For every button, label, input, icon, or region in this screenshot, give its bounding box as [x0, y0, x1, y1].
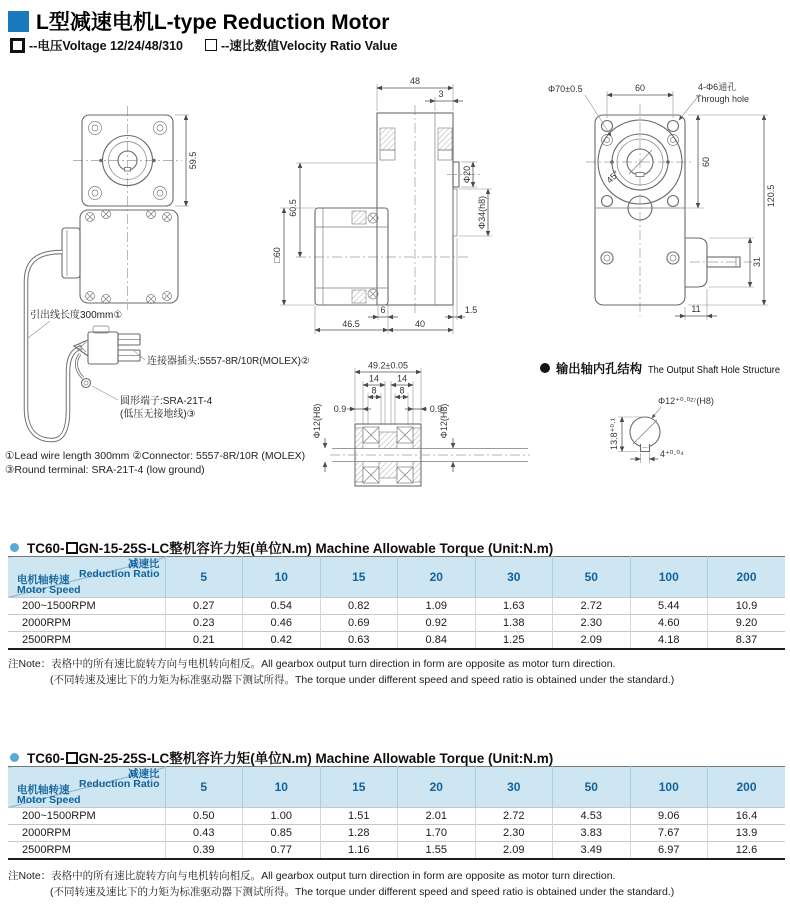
- dim-8-right: 8: [399, 385, 405, 396]
- dim-1-5: 1.5: [464, 305, 478, 315]
- torque-cell: 1.63: [475, 598, 553, 615]
- torque-table-2: [8, 766, 785, 860]
- table2-note: [8, 868, 674, 900]
- front-view-drawing: [26, 106, 310, 440]
- legend-voltage-label: --电压Voltage 12/24/48/310: [29, 39, 184, 53]
- torque-cell: 1.55: [398, 842, 476, 860]
- corner-reduction-ratio: 减速比 Reduction Ratio: [79, 768, 160, 790]
- table2-title-text: TC60- GN-25-25S-LC整机容许力矩(单位N.m) Machine Allowable Torque (Unit:N.m): [27, 751, 554, 766]
- dim-60-top: 60: [634, 83, 646, 93]
- dim-6: 6: [380, 305, 386, 315]
- torque-cell: 1.28: [320, 825, 398, 842]
- dim-40: 40: [414, 319, 426, 329]
- bullet-icon: [10, 753, 19, 762]
- page-title: L型减速电机L-type Reduction Motor: [36, 11, 390, 34]
- table-row: [8, 632, 785, 650]
- ratio-header: 10: [243, 557, 321, 598]
- connector-label: 连接器插头:5557-8R/10R(MOLEX)②: [147, 356, 310, 367]
- torque-cell: 0.46: [243, 615, 321, 632]
- terminal-label-1: 圆形端子:SRA-21T-4: [120, 396, 213, 407]
- section-bullet-icon: [540, 363, 550, 373]
- torque-cell: 4.53: [553, 808, 631, 825]
- blue-square-icon: [8, 11, 29, 32]
- molex-plug: [74, 326, 140, 364]
- ratio-header: 20: [398, 767, 476, 808]
- torque-cell: 0.50: [165, 808, 243, 825]
- torque-cell: 2.09: [553, 632, 631, 650]
- lead-wire-label: 引出线长度300mm①: [30, 310, 123, 321]
- side-view-drawing: [272, 76, 492, 334]
- ratio-header: 100: [630, 767, 708, 808]
- technical-drawings: [0, 60, 790, 505]
- legend-ratio-label: --速比数值Velocity Ratio Value: [221, 39, 398, 53]
- drawing-footnote-1: ①Lead wire length 300mm ②Connector: 5557-8R/10R (MOLEX): [5, 450, 306, 462]
- torque-cell: 6.97: [630, 842, 708, 860]
- torque-cell: 2.72: [553, 598, 631, 615]
- speed-cell: 2500RPM: [8, 842, 165, 860]
- torque-cell: 0.43: [165, 825, 243, 842]
- torque-cell: 1.16: [320, 842, 398, 860]
- dim-14-right: 14: [396, 373, 408, 384]
- shaft-hole-title-zh: 输出轴内孔结构: [556, 362, 644, 376]
- corner-reduction-ratio: 减速比 Reduction Ratio: [79, 558, 160, 580]
- ratio-header: 200: [708, 557, 786, 598]
- speed-cell: 2500RPM: [8, 632, 165, 650]
- torque-cell: 2.30: [475, 825, 553, 842]
- drawing-footnote-2: ③Round terminal: SRA-21T-4 (low ground): [5, 464, 205, 476]
- torque-cell: 0.21: [165, 632, 243, 650]
- table-row: [8, 842, 785, 860]
- torque-cell: 4.18: [630, 632, 708, 650]
- table1-title-text: TC60- GN-15-25S-LC整机容许力矩(单位N.m) Machine Allowable Torque (Unit:N.m): [27, 541, 554, 556]
- dim-4: 4⁺⁰·⁰⁴: [660, 449, 684, 459]
- legend: [10, 36, 397, 54]
- table1-corner-cell: [8, 557, 165, 598]
- corner-motor-speed: 电机轴转速 Motor Speed: [17, 784, 81, 806]
- note-line-2: (不同转速及速比下的力矩为标准驱动器下测试所得。The torque under different speed and speed ratio is obtained under the standard.): [50, 674, 675, 686]
- dim-48: 48: [409, 76, 421, 86]
- dim-phi12-left: Φ12(H8): [312, 403, 322, 439]
- ratio-header: 15: [320, 767, 398, 808]
- table1-note: [8, 656, 674, 688]
- torque-cell: 3.83: [553, 825, 631, 842]
- torque-cell: 0.23: [165, 615, 243, 632]
- torque-cell: 13.9: [708, 825, 786, 842]
- note-line-2: (不同转速及速比下的力矩为标准驱动器下测试所得。The torque under different speed and speed ratio is obtained under the standard.): [50, 886, 675, 898]
- dim-59-5: 59.5: [188, 151, 198, 170]
- table2-header-row: [8, 767, 785, 808]
- ratio-header: 5: [165, 557, 243, 598]
- torque-cell: 0.39: [165, 842, 243, 860]
- table2-title: [10, 747, 553, 767]
- table-row: [8, 825, 785, 842]
- ratio-header: 20: [398, 557, 476, 598]
- torque-cell: 3.49: [553, 842, 631, 860]
- torque-cell: 0.82: [320, 598, 398, 615]
- page-header: [8, 6, 389, 36]
- torque-cell: 1.38: [475, 615, 553, 632]
- ratio-square-icon: [205, 39, 217, 51]
- ratio-header: 10: [243, 767, 321, 808]
- torque-cell: 1.00: [243, 808, 321, 825]
- torque-cell: 8.37: [708, 632, 786, 650]
- dim-phi70: Φ70±0.5: [548, 84, 583, 94]
- ratio-header: 15: [320, 557, 398, 598]
- table-row: [8, 598, 785, 615]
- ratio-header: 50: [553, 557, 631, 598]
- corner-motor-speed: 电机轴转速 Motor Speed: [17, 574, 81, 596]
- ratio-header: 5: [165, 767, 243, 808]
- torque-cell: 1.25: [475, 632, 553, 650]
- torque-cell: 2.09: [475, 842, 553, 860]
- dim-60-right: 60: [701, 156, 711, 168]
- terminal-label-2: (低压无接地线)③: [120, 409, 196, 420]
- ratio-header: 30: [475, 767, 553, 808]
- torque-cell: 0.85: [243, 825, 321, 842]
- torque-cell: 2.72: [475, 808, 553, 825]
- torque-cell: 1.09: [398, 598, 476, 615]
- torque-cell: 0.42: [243, 632, 321, 650]
- dim-13-8: 13.8⁺⁰·¹: [609, 418, 619, 450]
- torque-cell: 16.4: [708, 808, 786, 825]
- dim-sq60: □60: [272, 247, 282, 263]
- torque-cell: 2.30: [553, 615, 631, 632]
- table-row: [8, 808, 785, 825]
- through-hole-label-zh: 4-Φ6通孔: [698, 82, 737, 92]
- back-view-drawing: [548, 81, 776, 320]
- through-hole-label-en: Through hole: [696, 94, 750, 104]
- dim-8-left: 8: [371, 385, 377, 396]
- torque-cell: 9.06: [630, 808, 708, 825]
- torque-cell: 7.67: [630, 825, 708, 842]
- dim-31: 31: [752, 256, 762, 268]
- ratio-header: 200: [708, 767, 786, 808]
- table1-header-row: [8, 557, 785, 598]
- shaft-section-drawing: [312, 361, 530, 487]
- torque-cell: 12.6: [708, 842, 786, 860]
- torque-cell: 5.44: [630, 598, 708, 615]
- dim-phi12-right: Φ12(H8): [439, 403, 449, 439]
- output-shaft-hole-section: [540, 361, 780, 463]
- torque-cell: 0.27: [165, 598, 243, 615]
- speed-cell: 200~1500RPM: [8, 808, 165, 825]
- round-terminal: [82, 379, 91, 388]
- gearbox-screws: [86, 210, 172, 304]
- dim-45deg: 45°: [604, 168, 622, 186]
- table2-corner-cell: [8, 767, 165, 808]
- dim-14-left: 14: [368, 373, 380, 384]
- voltage-square-icon: [10, 38, 25, 53]
- torque-cell: 1.51: [320, 808, 398, 825]
- ratio-header: 100: [630, 557, 708, 598]
- torque-cell: 0.92: [398, 615, 476, 632]
- dim-49-2: 49.2±0.05: [368, 360, 408, 371]
- torque-cell: 10.9: [708, 598, 786, 615]
- note-line-1: 注Note：表格中的所有速比旋转方向与电机转向相反。All gearbox output turn direction in form are opposite as motor turn direction.: [8, 870, 616, 882]
- voltage-square-icon: [66, 542, 78, 554]
- torque-table-1: [8, 556, 785, 650]
- dim-46-5: 46.5: [342, 319, 360, 329]
- torque-cell: 2.01: [398, 808, 476, 825]
- voltage-square-icon: [66, 752, 78, 764]
- dim-phi12-hole: Φ12⁺⁰·⁰²⁷(H8): [658, 396, 714, 406]
- speed-cell: 2000RPM: [8, 825, 165, 842]
- bullet-icon: [10, 543, 19, 552]
- table1-title: [10, 537, 553, 557]
- torque-cell: 1.70: [398, 825, 476, 842]
- torque-cell: 0.69: [320, 615, 398, 632]
- shaft-hole-title-en: The Output Shaft Hole Structure: [648, 365, 781, 376]
- torque-cell: 0.84: [398, 632, 476, 650]
- dim-120-5: 120.5: [766, 184, 776, 208]
- dim-phi34: Φ34(h8): [477, 195, 487, 230]
- dim-0-9-right: 0.9: [429, 404, 443, 414]
- torque-cell: 0.77: [243, 842, 321, 860]
- speed-cell: 200~1500RPM: [8, 598, 165, 615]
- note-line-1: 注Note：表格中的所有速比旋转方向与电机转向相反。All gearbox output turn direction in form are opposite as motor turn direction.: [8, 658, 616, 670]
- torque-cell: 4.60: [630, 615, 708, 632]
- torque-cell: 0.54: [243, 598, 321, 615]
- dim-60-5: 60.5: [288, 199, 298, 217]
- speed-cell: 2000RPM: [8, 615, 165, 632]
- dim-phi20: Φ20: [462, 165, 472, 184]
- ratio-header: 30: [475, 557, 553, 598]
- torque-cell: 0.63: [320, 632, 398, 650]
- ratio-header: 50: [553, 767, 631, 808]
- table-row: [8, 615, 785, 632]
- torque-cell: 9.20: [708, 615, 786, 632]
- dim-3: 3: [438, 89, 444, 99]
- dim-0-9-left: 0.9: [333, 404, 347, 414]
- dim-11: 11: [691, 304, 701, 314]
